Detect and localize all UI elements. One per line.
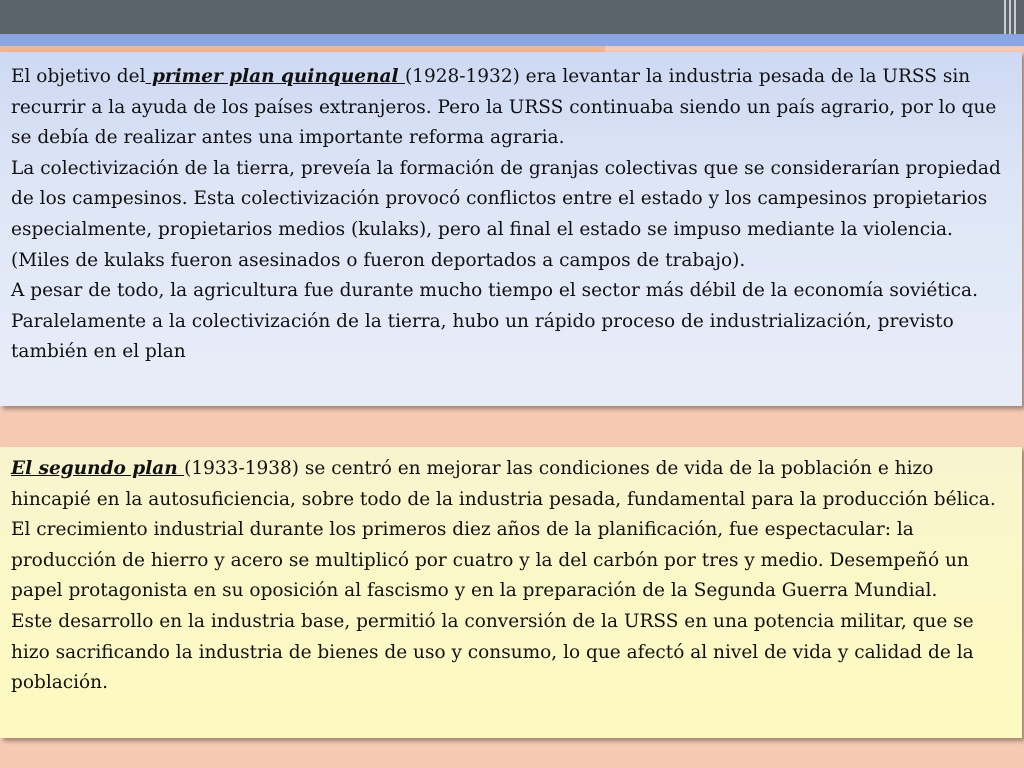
stripe — [1014, 0, 1016, 34]
first-plan-intro: El objetivo del — [11, 66, 146, 87]
stripe — [1009, 0, 1011, 34]
stripe — [1004, 0, 1006, 34]
second-plan-term: El segundo plan — [11, 458, 185, 479]
slide-header-bar — [0, 0, 1024, 34]
second-plan-text: (1933-1938) se centró en mejorar las condiciones de vida de la población e hizo hincapié en la autosuficiencia, sobre todo de la industria pesada, fundamental para la producción bélica. El crecimiento industrial durante los primeros diez años de la planificación, fue espectacular: la producción de hierro y acero se multiplicó por cuatro y la del carbón por tres y medio. Desempeñó un papel protagonista en su oposición al fascismo y en la preparación de la Segunda Guerra Mundial. — [11, 458, 996, 602]
header-stripes-decoration — [992, 0, 1016, 34]
agriculture-paragraph: A pesar de todo, la agricultura fue durante mucho tiempo el sector más débil de la economía soviética. Paralelamente a la colectivización de la tierra, hubo un rápido proceso de industrialización, previsto también en el plan — [11, 280, 978, 363]
collectivization-paragraph: La colectivización de la tierra, preveía la formación de granjas colectivas que se considerarían propiedad de los campesinos. Esta colectivización provocó conflictos entre el estado y los campesinos propietarios especialmente, propietarios medios (kulaks), pero al final el estado se impuso mediante la violencia. (Miles de kulaks fueron asesinados o fueron deportados a campos de trabajo). — [11, 157, 1001, 271]
second-plan-paragraph — [11, 454, 1012, 607]
first-plan-paragraph — [11, 62, 1012, 154]
second-plan-text-box — [0, 447, 1022, 738]
header-accent-line — [0, 34, 1024, 46]
first-plan-term: primer plan quinquenal — [145, 66, 405, 87]
industry-development-paragraph: Este desarrollo en la industria base, permitió la conversión de la URSS en una potencia militar, que se hizo sacrificando la industria de bienes de uso y consumo, lo que afectó al nivel de vida y calidad de la población. — [11, 610, 974, 694]
first-plan-text-box — [0, 52, 1022, 406]
first-plan-text: (1928-1932) era levantar la industria pesada de la URSS sin recurrir a la ayuda de los países extranjeros. Pero la URSS continuaba siendo un país agrario, por lo que se debía de realizar antes una importante reforma agraria. — [11, 66, 997, 149]
